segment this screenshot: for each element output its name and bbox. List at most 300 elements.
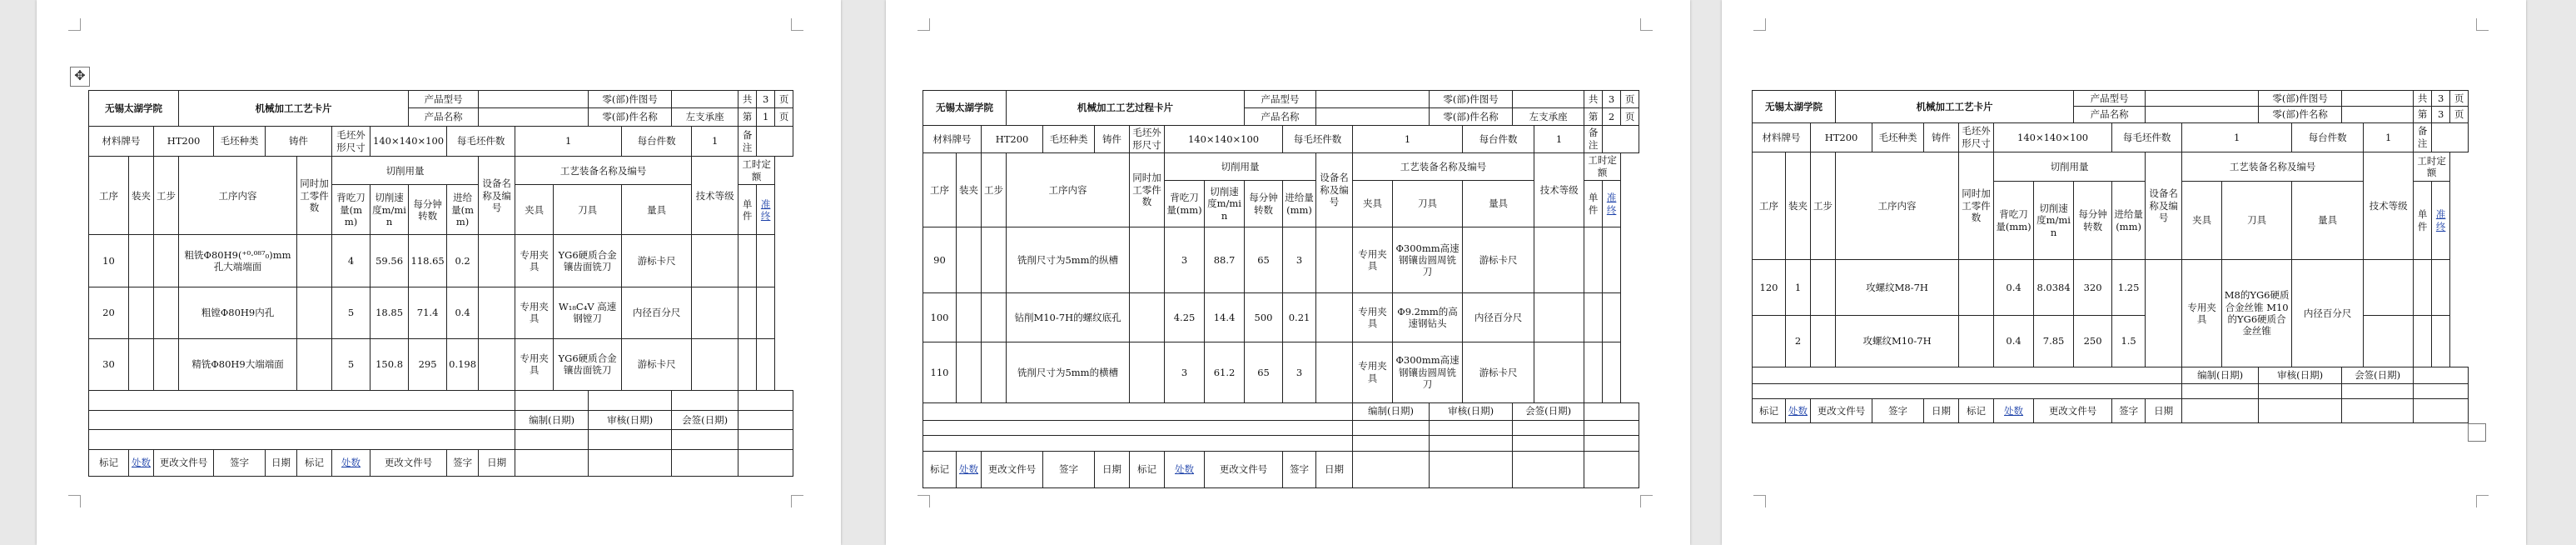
col-feed: 进给量(mm) — [2112, 182, 2146, 260]
col-fixture: 夹具 — [515, 185, 554, 235]
part-name-value — [2342, 107, 2414, 122]
product-model-value — [479, 91, 589, 108]
product-name-label: 产品名称 — [2074, 107, 2146, 122]
col-tooling: 工艺装备名称及编号 — [2182, 152, 2364, 182]
cell-parts — [297, 338, 332, 390]
part-no-label: 零(部)件图号 — [1430, 91, 1513, 108]
cell-step — [1811, 315, 1836, 367]
footer-date: 日期 — [2146, 398, 2182, 422]
cell-feed: 3 — [1283, 228, 1316, 293]
col-depth: 背吃刀量(mm) — [1994, 182, 2034, 260]
cell-step — [1811, 259, 1836, 315]
table-resize-handle[interactable] — [2468, 423, 2486, 442]
cell-gauge: 游标卡尺 — [1463, 228, 1534, 293]
total-pages-value: 3 — [2432, 91, 2450, 107]
table-row — [923, 228, 1639, 293]
blanks-per-label: 每毛坯件数 — [2112, 122, 2182, 152]
footer-date: 日期 — [1924, 398, 1959, 422]
col-process: 工序 — [1753, 152, 1786, 260]
footer-count: 处数 — [129, 449, 154, 476]
blank-size-label: 毛坯外形尺寸 — [332, 126, 370, 156]
margin-corner-mark — [68, 495, 81, 508]
footer-count: 处数 — [332, 449, 370, 476]
cell-fixture: 专用夹具 — [515, 287, 554, 338]
col-fixture: 夹具 — [1353, 180, 1393, 227]
school-name: 无锡太湖学院 — [89, 91, 179, 127]
cell-fixture: 专用夹具 — [515, 338, 554, 390]
col-content: 工序内容 — [1836, 152, 1959, 260]
cell-depth: 0.4 — [1994, 259, 2034, 315]
cell-content: 攻螺纹M10-7H — [1836, 315, 1959, 367]
sheet-label: 第 — [1584, 108, 1603, 125]
document-page-1 — [37, 0, 841, 545]
per-unit-value: 1 — [692, 126, 738, 156]
material-brand-label: 材料牌号 — [89, 126, 154, 156]
col-feed: 进给量(mm) — [1283, 180, 1316, 227]
product-name-value — [1316, 108, 1430, 125]
cell-speed: 150.8 — [370, 338, 409, 390]
cell-feed: 0.2 — [447, 235, 479, 287]
cell-rpm: 250 — [2074, 315, 2112, 367]
footer-change-doc: 更改文件号 — [982, 452, 1043, 488]
cell-feed: 0.4 — [447, 287, 479, 338]
sign-review: 审核(日期) — [1430, 402, 1513, 420]
blank-type-label: 毛坯种类 — [1043, 125, 1095, 152]
page-unit: 页 — [2450, 91, 2469, 107]
margin-corner-mark — [918, 18, 930, 31]
per-unit-value: 1 — [2364, 122, 2414, 152]
footer-mark: 标记 — [89, 449, 129, 476]
total-pages-label: 共 — [738, 91, 757, 108]
per-unit-value: 1 — [1534, 125, 1584, 152]
col-gauge: 量具 — [1463, 180, 1534, 227]
cell-tool: YG6硬质合金镶齿面铣刀 — [554, 235, 622, 287]
margin-corner-mark — [2476, 495, 2489, 508]
part-no-label: 零(部)件图号 — [589, 91, 672, 108]
footer-sign: 签字 — [214, 449, 266, 476]
cell-feed: 3 — [1283, 342, 1316, 402]
cell-feed: 1.25 — [2112, 259, 2146, 315]
remarks-value — [1603, 125, 1639, 152]
margin-corner-mark — [918, 495, 930, 508]
page-unit: 页 — [1621, 108, 1639, 125]
footer-count: 处数 — [1994, 398, 2034, 422]
col-time: 工时定额 — [2414, 152, 2450, 182]
cell-step — [154, 235, 179, 287]
product-name-label: 产品名称 — [1245, 108, 1316, 125]
footer-count: 处数 — [957, 452, 982, 488]
cell-parts — [1959, 259, 1994, 315]
col-equip: 设备名称及编号 — [479, 157, 515, 235]
col-rpm: 每分钟转数 — [409, 185, 447, 235]
footer-mark: 标记 — [1959, 398, 1994, 422]
total-pages-label: 共 — [1584, 91, 1603, 108]
cell-content: 粗铣Φ80H9(⁺⁰·⁰⁸⁷₀)mm孔大端端面 — [179, 235, 297, 287]
footer-count: 处数 — [1165, 452, 1205, 488]
total-pages-value: 3 — [1603, 91, 1621, 108]
cell-equip — [479, 235, 515, 287]
table-row — [89, 235, 793, 287]
blanks-per-value: 1 — [1353, 125, 1463, 152]
school-name: 无锡太湖学院 — [1753, 91, 1836, 123]
footer-mark: 标记 — [1130, 452, 1165, 488]
col-step: 工步 — [982, 152, 1007, 227]
sheet-value: 1 — [757, 108, 775, 126]
cell-process: 10 — [89, 235, 129, 287]
cell-step — [982, 228, 1007, 293]
cell-depth: 0.4 — [1994, 315, 2034, 367]
cell-gauge: 游标卡尺 — [1463, 342, 1534, 402]
cell-install: 1 — [1786, 259, 1811, 315]
footer-date: 日期 — [479, 449, 515, 476]
blank-type-value: 铸件 — [266, 126, 332, 156]
blank-size-value: 140×140×100 — [1994, 122, 2112, 152]
cell-equip — [2146, 259, 2182, 367]
margin-corner-mark — [68, 18, 81, 31]
margin-corner-mark — [1640, 18, 1653, 31]
margin-corner-mark — [1753, 495, 1766, 508]
col-content: 工序内容 — [1007, 152, 1130, 227]
part-no-value — [672, 91, 738, 108]
part-no-label: 零(部)件图号 — [2259, 91, 2342, 107]
cell-fixture: 专用夹具 — [1353, 228, 1393, 293]
col-parts: 同时加工零件数 — [297, 157, 332, 235]
cell-depth: 4.25 — [1165, 293, 1205, 342]
cell-parts — [1130, 293, 1165, 342]
col-prep: 准终 — [1603, 180, 1621, 227]
cell-process: 30 — [89, 338, 129, 390]
cell-gauge: 游标卡尺 — [622, 338, 692, 390]
col-cutting: 切削用量 — [1165, 152, 1316, 180]
col-time: 工时定额 — [1584, 152, 1621, 180]
col-step: 工步 — [154, 157, 179, 235]
footer-sign: 签字 — [447, 449, 479, 476]
sign-countersign: 会签(日期) — [672, 410, 738, 430]
col-time: 工时定额 — [738, 157, 775, 185]
cell-fixture: 专用夹具 — [515, 235, 554, 287]
cell-step — [982, 342, 1007, 402]
cell-install — [129, 287, 154, 338]
col-speed: 切削速度m/min — [370, 185, 409, 235]
total-pages-value: 3 — [757, 91, 775, 108]
sign-edit: 编制(日期) — [515, 410, 589, 430]
cell-gauge: 内径百分尺 — [2292, 259, 2364, 367]
col-prep: 准终 — [2432, 182, 2450, 260]
cell-fixture: 专用夹具 — [1353, 342, 1393, 402]
material-brand-value: HT200 — [982, 125, 1043, 152]
footer-date: 日期 — [1316, 452, 1353, 488]
cell-feed: 1.5 — [2112, 315, 2146, 367]
cell-parts — [1130, 342, 1165, 402]
cell-equip — [479, 287, 515, 338]
col-depth: 背吃刀量(mm) — [1165, 180, 1205, 227]
cell-content: 铣削尺寸为5mm的横槽 — [1007, 342, 1130, 402]
cell-rpm: 118.65 — [409, 235, 447, 287]
footer-date: 日期 — [1095, 452, 1130, 488]
cell-content: 精铣Φ80H9大端端面 — [179, 338, 297, 390]
sheet-label: 第 — [738, 108, 757, 126]
revision-footer-row — [89, 449, 793, 476]
blank-type-label: 毛坯种类 — [214, 126, 266, 156]
table-row — [923, 342, 1639, 402]
blank-type-label: 毛坯种类 — [1872, 122, 1924, 152]
cell-install — [129, 235, 154, 287]
blank-type-value: 铸件 — [1095, 125, 1130, 152]
blank-size-label: 毛坯外形尺寸 — [1959, 122, 1994, 152]
part-name-label: 零(部)件名称 — [1430, 108, 1513, 125]
school-name: 无锡太湖学院 — [923, 91, 1007, 126]
remarks-value — [757, 126, 793, 156]
cell-rpm: 295 — [409, 338, 447, 390]
product-name-value — [479, 108, 589, 126]
col-tool: 刀具 — [554, 185, 622, 235]
col-grade: 技术等级 — [2364, 152, 2414, 260]
footer-change-doc: 更改文件号 — [1205, 452, 1283, 488]
col-tooling: 工艺装备名称及编号 — [515, 157, 692, 185]
revision-footer-row — [923, 452, 1639, 488]
remarks-label: 备注 — [2414, 122, 2432, 152]
cell-fixture: 专用夹具 — [2182, 259, 2222, 367]
material-brand-label: 材料牌号 — [1753, 122, 1811, 152]
table-move-icon[interactable]: ✥ — [70, 67, 90, 87]
cell-speed: 8.0384 — [2034, 259, 2074, 315]
cell-content: 铣削尺寸为5mm的纵槽 — [1007, 228, 1130, 293]
page-unit: 页 — [1621, 91, 1639, 108]
sign-review: 审核(日期) — [589, 410, 672, 430]
cell-step — [154, 338, 179, 390]
footer-sign: 签字 — [2112, 398, 2146, 422]
product-model-label: 产品型号 — [2074, 91, 2146, 107]
cell-tool: Φ300mm高速钢镶齿圆周铣刀 — [1393, 228, 1463, 293]
sign-edit: 编制(日期) — [2182, 368, 2259, 384]
cell-parts — [297, 287, 332, 338]
card-title: 机械加工工艺卡片 — [1836, 91, 2074, 123]
part-name-label: 零(部)件名称 — [2259, 107, 2342, 122]
cell-process: 120 — [1753, 259, 1786, 315]
part-name-value: 左支承座 — [1513, 108, 1584, 125]
cell-gauge: 内径百分尺 — [1463, 293, 1534, 342]
blank-type-value: 铸件 — [1924, 122, 1959, 152]
cell-rpm: 71.4 — [409, 287, 447, 338]
remarks-value — [2432, 122, 2469, 152]
sign-countersign: 会签(日期) — [2342, 368, 2414, 384]
sign-review: 审核(日期) — [2259, 368, 2342, 384]
col-grade: 技术等级 — [1534, 152, 1584, 227]
material-brand-value: HT200 — [1811, 122, 1872, 152]
cell-parts — [297, 235, 332, 287]
cell-feed: 0.21 — [1283, 293, 1316, 342]
sign-edit: 编制(日期) — [1353, 402, 1430, 420]
cell-equip — [479, 338, 515, 390]
product-model-label: 产品型号 — [1245, 91, 1316, 108]
cell-speed: 61.2 — [1205, 342, 1245, 402]
cell-feed: 0.198 — [447, 338, 479, 390]
cell-tool: YG6硬质合金镶齿面铣刀 — [554, 338, 622, 390]
table-row — [89, 287, 793, 338]
cell-content: 粗镗Φ80H9内孔 — [179, 287, 297, 338]
blank-size-value: 140×140×100 — [370, 126, 447, 156]
col-depth: 背吃刀量(mm) — [332, 185, 370, 235]
cell-speed: 88.7 — [1205, 228, 1245, 293]
cell-speed: 59.56 — [370, 235, 409, 287]
cell-step — [154, 287, 179, 338]
cell-install — [957, 342, 982, 402]
sign-countersign: 会签(日期) — [1513, 402, 1584, 420]
col-install: 装夹 — [957, 152, 982, 227]
col-process: 工序 — [89, 157, 129, 235]
card-title: 机械加工工艺卡片 — [179, 91, 409, 127]
footer-change-doc: 更改文件号 — [1811, 398, 1872, 422]
col-rpm: 每分钟转数 — [2074, 182, 2112, 260]
blank-size-label: 毛坯外形尺寸 — [1130, 125, 1165, 152]
col-parts: 同时加工零件数 — [1959, 152, 1994, 260]
product-name-label: 产品名称 — [409, 108, 479, 126]
process-card-table — [88, 90, 793, 477]
col-install: 装夹 — [1786, 152, 1811, 260]
margin-corner-mark — [791, 18, 803, 31]
cell-tool: W₁₈C₄V 高速钢镗刀 — [554, 287, 622, 338]
footer-count: 处数 — [1786, 398, 1811, 422]
sheet-value: 3 — [2432, 107, 2450, 122]
cell-gauge: 内径百分尺 — [622, 287, 692, 338]
col-speed: 切削速度m/min — [1205, 180, 1245, 227]
footer-sign: 签字 — [1872, 398, 1924, 422]
col-unit: 单件 — [738, 185, 757, 235]
page-unit: 页 — [2450, 107, 2469, 122]
footer-change-doc: 更改文件号 — [370, 449, 447, 476]
footer-mark: 标记 — [923, 452, 957, 488]
margin-corner-mark — [791, 495, 803, 508]
cell-parts — [1130, 228, 1165, 293]
part-no-value — [1513, 91, 1584, 108]
blanks-per-value: 1 — [515, 126, 622, 156]
cell-gauge: 游标卡尺 — [622, 235, 692, 287]
cell-depth: 4 — [332, 235, 370, 287]
cell-process — [1753, 315, 1786, 367]
blanks-per-label: 每毛坯件数 — [1283, 125, 1353, 152]
col-unit: 单件 — [1584, 180, 1603, 227]
cell-tool: M8的YG6硬质合金丝锥 M10的YG6硬质合金丝锥 — [2222, 259, 2292, 367]
cell-step — [982, 293, 1007, 342]
per-unit-label: 每台件数 — [2292, 122, 2364, 152]
product-model-label: 产品型号 — [409, 91, 479, 108]
col-prep: 准终 — [757, 185, 775, 235]
col-tool: 刀具 — [1393, 180, 1463, 227]
part-name-label: 零(部)件名称 — [589, 108, 672, 126]
col-cutting: 切削用量 — [332, 157, 479, 185]
footer-sign: 签字 — [1283, 452, 1316, 488]
col-rpm: 每分钟转数 — [1245, 180, 1283, 227]
col-cutting: 切削用量 — [1994, 152, 2146, 182]
material-brand-label: 材料牌号 — [923, 125, 982, 152]
margin-corner-mark — [1640, 495, 1653, 508]
cell-install — [129, 338, 154, 390]
footer-change-doc: 更改文件号 — [2034, 398, 2112, 422]
col-equip: 设备名称及编号 — [1316, 152, 1353, 227]
process-card-table — [1752, 90, 2469, 423]
sheet-value: 2 — [1603, 108, 1621, 125]
page-unit: 页 — [775, 91, 793, 108]
cell-rpm: 65 — [1245, 342, 1283, 402]
col-tool: 刀具 — [2222, 182, 2292, 260]
cell-process: 20 — [89, 287, 129, 338]
col-step: 工步 — [1811, 152, 1836, 260]
product-model-value — [2146, 91, 2259, 107]
cell-depth: 5 — [332, 287, 370, 338]
per-unit-label: 每台件数 — [622, 126, 692, 156]
sheet-label: 第 — [2414, 107, 2432, 122]
col-content: 工序内容 — [179, 157, 297, 235]
cell-fixture: 专用夹具 — [1353, 293, 1393, 342]
col-parts: 同时加工零件数 — [1130, 152, 1165, 227]
cell-speed: 14.4 — [1205, 293, 1245, 342]
cell-equip — [1316, 342, 1353, 402]
per-unit-label: 每台件数 — [1463, 125, 1534, 152]
footer-date: 日期 — [266, 449, 297, 476]
footer-mark: 标记 — [1753, 398, 1786, 422]
product-name-value — [2146, 107, 2259, 122]
col-process: 工序 — [923, 152, 957, 227]
cell-parts — [1959, 315, 1994, 367]
cell-rpm: 500 — [1245, 293, 1283, 342]
cell-rpm: 320 — [2074, 259, 2112, 315]
cell-process: 110 — [923, 342, 957, 402]
total-pages-label: 共 — [2414, 91, 2432, 107]
cell-depth: 5 — [332, 338, 370, 390]
col-gauge: 量具 — [622, 185, 692, 235]
document-page-3 — [1722, 0, 2526, 545]
cell-tool: Φ9.2mm的高速钢钻头 — [1393, 293, 1463, 342]
process-card-table — [922, 90, 1639, 488]
page-unit: 页 — [775, 108, 793, 126]
col-unit: 单件 — [2414, 182, 2432, 260]
card-title: 机械加工工艺过程卡片 — [1007, 91, 1245, 126]
table-row — [89, 338, 793, 390]
col-tooling: 工艺装备名称及编号 — [1353, 152, 1534, 180]
material-brand-value: HT200 — [154, 126, 214, 156]
footer-mark: 标记 — [297, 449, 332, 476]
col-speed: 切削速度m/min — [2034, 182, 2074, 260]
cell-tool: Φ300mm高速钢镶齿圆周铣刀 — [1393, 342, 1463, 402]
part-name-value: 左支承座 — [672, 108, 738, 126]
col-fixture: 夹具 — [2182, 182, 2222, 260]
blank-size-value: 140×140×100 — [1165, 125, 1283, 152]
cell-equip — [1316, 228, 1353, 293]
cell-process: 90 — [923, 228, 957, 293]
margin-corner-mark — [1753, 18, 1766, 31]
footer-change-doc: 更改文件号 — [154, 449, 214, 476]
cell-depth: 3 — [1165, 342, 1205, 402]
product-model-value — [1316, 91, 1430, 108]
col-install: 装夹 — [129, 157, 154, 235]
blanks-per-value: 1 — [2182, 122, 2292, 152]
remarks-label: 备注 — [738, 126, 757, 156]
cell-content: 攻螺纹M8-7H — [1836, 259, 1959, 315]
part-no-value — [2342, 91, 2414, 107]
cell-install — [957, 228, 982, 293]
revision-footer-row — [1753, 398, 2469, 422]
col-grade: 技术等级 — [692, 157, 738, 235]
col-gauge: 量具 — [2292, 182, 2364, 260]
cell-depth: 3 — [1165, 228, 1205, 293]
cell-equip — [1316, 293, 1353, 342]
footer-sign: 签字 — [1043, 452, 1095, 488]
cell-rpm: 65 — [1245, 228, 1283, 293]
document-page-2 — [886, 0, 1690, 545]
cell-process: 100 — [923, 293, 957, 342]
cell-speed: 18.85 — [370, 287, 409, 338]
blanks-per-label: 每毛坯件数 — [447, 126, 515, 156]
